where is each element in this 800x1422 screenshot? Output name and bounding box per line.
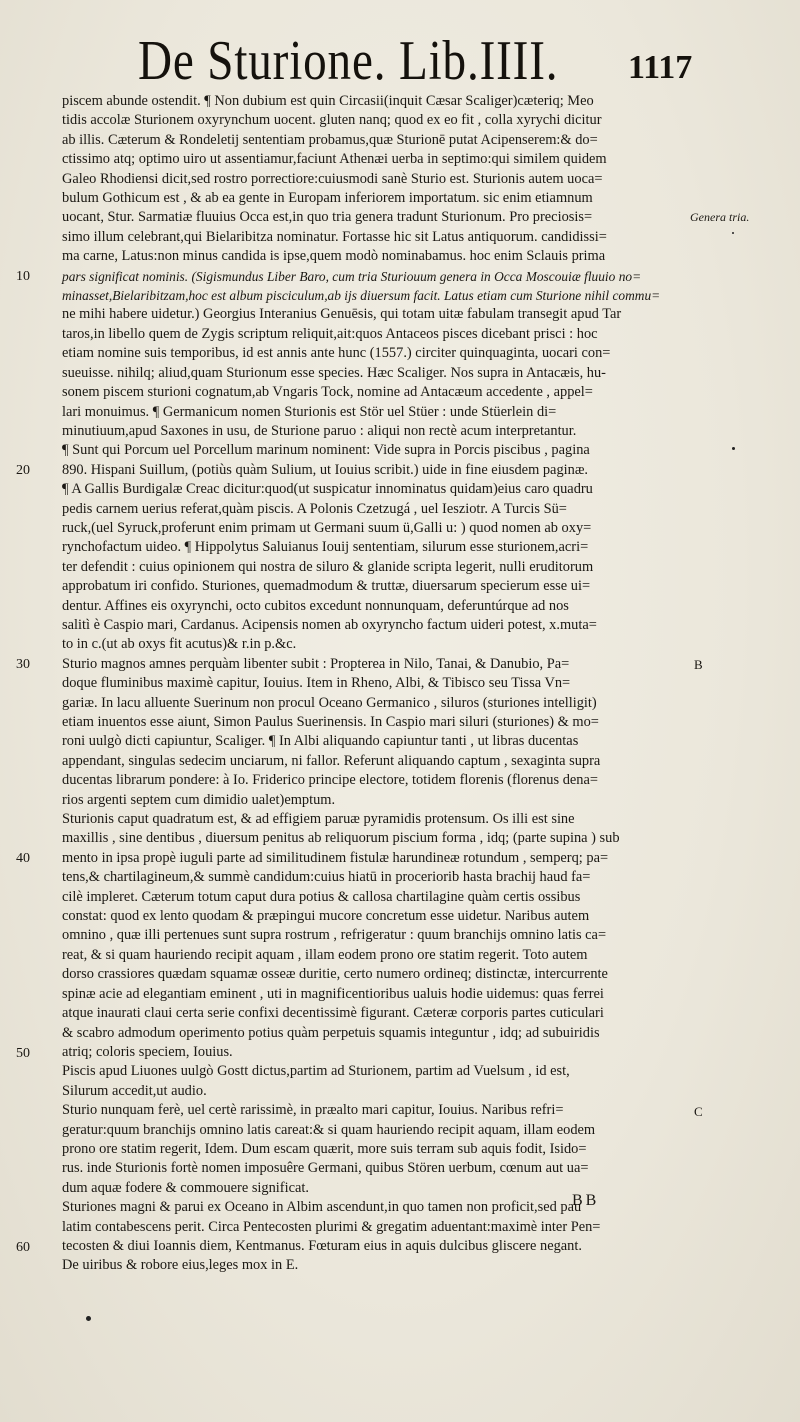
page-number: 1117 xyxy=(628,49,693,86)
page-title: De Sturione. Lib.IIII. xyxy=(138,30,559,92)
text-line: ma carne, Latus:non minus candida is ipse,quem modò nominabamus. hoc enim Sclauis prima xyxy=(62,248,606,265)
text-line: tecosten & diui Ioannis diem, Kentmanus. Fœturam eius in aquis dulcibus gliscere negant. xyxy=(62,1237,582,1254)
text-line: ¶ A Gallis Burdigalæ Creac dicitur:quod(ut suspicatur innominatus quidam)eius caro quadru xyxy=(62,481,593,498)
text-line: salitì è Caspio mari, Cardanus. Acipensis nomen ab oxyryncho factum uideri potest, x.muta= xyxy=(62,616,597,633)
text-line: sueuisse. nihilq; aliud,quam Sturionum esse species. Hæc Scaliger. Nos supra in Antacæis, hu- xyxy=(62,364,606,381)
text-line: mento in ipsa propè iuguli parte ad similitudinem fistulæ harundineæ rotundum , semperq; pa= xyxy=(62,849,609,866)
text-line: simo illum celebrant,qui Bielaribitza nominatur. Fortasse hic sit Latus antiquorum. candidissi= xyxy=(62,228,607,245)
text-line: pedis carnem uerius referat,quàm piscis. A Polonis Czetzugá , uel Iesziotr. A Turcis Sü= xyxy=(62,500,567,517)
text-line: ne mihi habere uidetur.) Georgius Interanius Genuēsis, qui totam uitæ fabulam transegit apud Tar xyxy=(62,306,622,323)
text-line: pars significat nominis. (Sigismundus Liber Baro, cum tria Sturiouum genera in Occa Moscouiæ fluuio no= xyxy=(62,268,642,284)
text-line: omnino , quæ illi pertenues sunt supra rostrum , refrigeratur : quum branchijs omnino latis ca= xyxy=(62,927,607,944)
text-line: minasset,Bielaribitzam,hoc est album pisciculum,ab ijs diuersum facit. Latus etiam cum Sturione nihil commu= xyxy=(62,288,661,304)
ink-speck xyxy=(732,232,734,234)
text-line: sonem piscem sturioni cognatum,ab Vngaris Tock, nomine ad Antacæum accedente , appel= xyxy=(62,384,593,401)
ink-speck xyxy=(732,447,735,450)
line-number: 50 xyxy=(16,1045,30,1061)
line-number: 20 xyxy=(16,462,30,478)
text-line: atriq; coloris speciem, Iouius. xyxy=(62,1043,233,1060)
text-line: dentur. Affines eis oxyrynchi, octo cubitos excedunt nonnunquam, deferuntúrque ad nos xyxy=(62,597,569,614)
text-line: cilè impleret. Cæterum totum caput dura potius & callosa chartilagine quàm certis ossibus xyxy=(62,888,581,905)
text-line: gariæ. In lacu alluente Suerinum non procul Oceano Germanico , siluros (sturiones intelligit) xyxy=(62,694,597,711)
text-line: Piscis apud Liuones uulgò Gostt dictus,partim ad Sturionem, partim ad Vuelsum , id est, xyxy=(62,1063,570,1080)
text-line: ruck,(uel Syruck,proferunt enim primam ut Germani suum ü,Galli u: ) quod nomen ab oxy= xyxy=(62,519,592,536)
text-line: doque fluminibus maximè capitur, Iouius. Item in Rheno, Albi, & Tibisco seu Tissa Vn= xyxy=(62,675,571,692)
text-line: 890. Hispani Suillum, (potiùs quàm Sulium, ut Iouius scribit.) uide in fine eiusdem paginæ. xyxy=(62,461,589,478)
text-line: atque inaurati claui certa serie confixi decentissimè figurant. Cæteræ corporis partes cuticulari xyxy=(62,1005,604,1022)
text-line: appendant, singulas sedecim unciarum, ni fallor. Referunt aliquando captum , sexaginta supra xyxy=(62,752,601,769)
text-line: spinæ acie ad elegantiam eminent , uti in magnificentioribus ualuis hodie uidemus: quas ferrei xyxy=(62,985,604,1002)
text-line: to in c.(ut ab oxys fit acutus)& r.in p.&c. xyxy=(62,636,297,653)
text-line: ctissimo atq; optimo uiro ut assentiamur,faciunt Athenæi uerba in septimo:qui similem quidem xyxy=(62,151,607,168)
line-number: 60 xyxy=(16,1239,30,1255)
text-line: approbatum iri confido. Sturiones, quemadmodum & truttæ, diuersarum specierum esse ui= xyxy=(62,578,591,595)
text-line: ab illis. Cæterum & Rondeletij sententiam probamus,quæ Sturionē putat Acipenserem:& do= xyxy=(62,131,598,148)
text-line: Sturiones magni & parui ex Oceano in Albim ascendunt,in quo tamen non proficit,sed pau xyxy=(62,1199,582,1216)
text-line: tidis accolæ Sturionem oxyrynchum uocent. gluten nanq; quod ex eo fit , colla xyrychi dicitur xyxy=(62,112,602,129)
text-line: lari monuimus. ¶ Germanicum nomen Sturionis est Stör uel Stüer : unde Stüerlein di= xyxy=(62,403,557,420)
text-line: rus. inde Sturionis fortè nomen imposuêre Germani, quibus Stören uerbum, cœnum aut ua= xyxy=(62,1160,589,1177)
section-letter: B xyxy=(694,657,703,673)
body-text xyxy=(62,92,686,1276)
text-line: etiam inuentos esse aiunt, Simon Paulus Suerinensis. In Caspio mari siluri (sturiones) & mo= xyxy=(62,714,599,730)
page-header xyxy=(0,26,800,96)
text-line: constat: quod ex lento quodam & præpingui mucore concretum esse uidetur. Naribus autem xyxy=(62,908,590,925)
text-line: Galeo Rhodiensi dicit,sed rostro porrectiore:cuiusmodi sanè Sturio est. Sturionis autem uoca= xyxy=(62,170,603,187)
text-line: Sturio magnos amnes perquàm libenter subit : Propterea in Nilo, Tanai, & Danubio, Pa= xyxy=(62,655,570,672)
ink-speck xyxy=(86,1316,91,1321)
text-line: piscem abunde ostendit. ¶ Non dubium est quin Circasii(inquit Cæsar Scaliger)cæteriq; Meo xyxy=(62,93,594,109)
text-line: De uiribus & robore eius,leges mox in E. xyxy=(62,1257,299,1274)
text-line: dorso crassiores quædam squamæ osseæ duritie, certo numero ordineq; distinctæ, intercurrente xyxy=(62,966,608,983)
text-line: etiam nomine suis temporibus, id est annis ante hunc (1557.) circiter quinquaginta, uocari con= xyxy=(62,345,611,362)
text-line: ¶ Sunt qui Porcum uel Porcellum marinum nominent: Vide supra in Porcis piscibus , pagina xyxy=(62,442,590,459)
text-line: tens,& chartilagineum,& summè candidum:cuius hiatū in proceriorib hasta brachij haud fa= xyxy=(62,869,591,886)
line-number: 10 xyxy=(16,268,30,284)
text-line: taros,in libello quem de Zygis scriptum reliquit,ait:quos Antaceos pisces dicebant prisci : hoc xyxy=(62,325,598,342)
margin-note: Genera tria. xyxy=(690,210,750,224)
text-line: prono ore statim regerit, Idem. Dum escam quærit, more suis terram sub aquis fodit, Isido= xyxy=(62,1140,587,1157)
text-line: maxillis , sine dentibus , diuersum penitus ab reliquorum piscium forma , idq; (parte supina ) sub xyxy=(62,830,620,847)
text-line: rynchofactum uideo. ¶ Hippolytus Saluianus Iouij sententiam, silurum esse sturionem,acri= xyxy=(62,539,589,556)
text-line: roni uulgò dicti capiuntur, Scaliger. ¶ In Albi aliquando capiuntur tanti , ut libras ducentas xyxy=(62,733,579,750)
line-number: 30 xyxy=(16,657,30,673)
text-line: Sturio nunquam ferè, uel certè rarissimè, in præalto mari capitur, Iouius. Naribus refri= xyxy=(62,1102,564,1119)
text-line: Silurum accedit,ut audio. xyxy=(62,1082,207,1099)
text-line: dum aquæ fodere & commouere significat. xyxy=(62,1179,309,1196)
signature-mark: BB xyxy=(572,1192,600,1209)
text-line: Sturionis caput quadratum est, & ad effigiem paruæ pyramidis protensum. Os illi est sine xyxy=(62,811,575,828)
text-line: minutiuum,apud Saxones in usu, de Sturione paruo : aliqui non rectè acum interpretantur. xyxy=(62,422,577,439)
line-number: 40 xyxy=(16,851,30,867)
text-line: geratur:quum branchijs omnino latis careat:& si quam hauriendo recipit aquam, illam eodem xyxy=(62,1121,596,1138)
text-line: latim contabescens perit. Circa Pentecosten plurimi & gregatim aduentant:maximè inter Pen= xyxy=(62,1218,601,1235)
text-line: reat, & si quam hauriendo recipit aquam , illam eodem prono ore statim regerit. Toto autem xyxy=(62,946,588,963)
text-line: ducentas librarum pondere: à Io. Friderico principe electore, totidem florenis (florenus dena= xyxy=(62,772,598,789)
text-line: bulum Gothicum est , & ab ea gente in Europam inferiorem importatum. sic enim etiamnum xyxy=(62,190,593,207)
text-line: & scabro admodum operimento potius quàm perpetuis squamis integuntur , idq; ad subuiridis xyxy=(62,1024,600,1041)
text-line: rios argenti septem cum dimidio ualet)emptum. xyxy=(62,791,336,808)
text-line: uocant, Stur. Sarmatiæ fluuius Occa est,in quo tria genera tradunt Sturionum. Pro preciosis= xyxy=(62,209,593,226)
text-line: ter defendit : cuius opinionem qui nostra de siluro & glanide scripta legerit, nulli eruditorum xyxy=(62,558,594,575)
section-letter: C xyxy=(694,1103,703,1119)
